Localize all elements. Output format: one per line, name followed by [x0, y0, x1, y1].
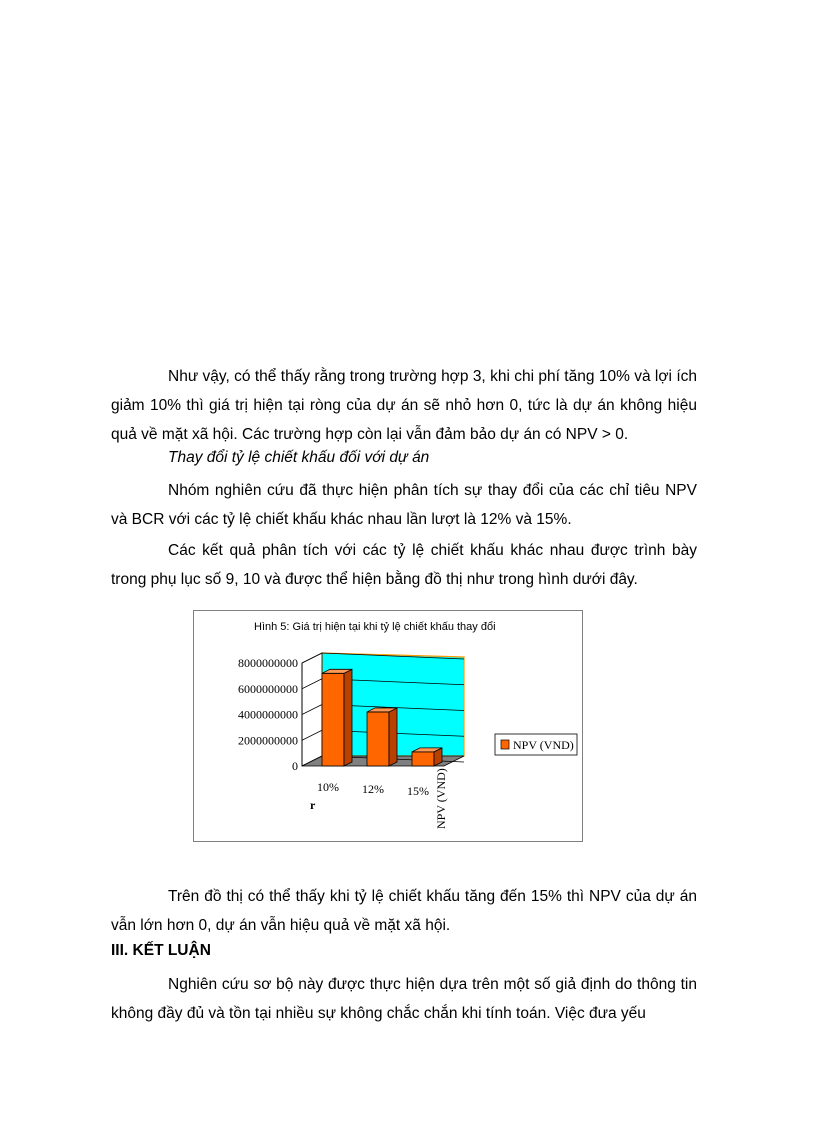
section-heading-conclusion: III. KẾT LUẬN [111, 942, 211, 959]
legend-swatch [501, 740, 509, 749]
bar-side [344, 669, 352, 766]
x-category-label: 12% [362, 782, 384, 796]
paragraph-chart-conclusion [111, 882, 697, 940]
x-category-label: 10% [317, 780, 339, 794]
y-tick-label: 6000000000 [238, 681, 298, 696]
chart-title: Hình 5: Giá trị hiện tại khi tỷ lệ chiết khấu thay đổi [254, 621, 496, 633]
bar-12-percent [367, 708, 397, 766]
npv-chart-frame [193, 610, 583, 842]
depth-axis-label: NPV (VND) [434, 768, 448, 829]
npv-chart [194, 611, 584, 843]
y-tick-label: 2000000000 [238, 733, 298, 748]
bar-side [389, 708, 397, 766]
paragraph-text: Trên đồ thị có thể thấy khi tỷ lệ chiết khấu tăng đến 15% thì NPV của dự án vẫn lớn hơn 0, dự án vẫn hiệu quả về mặt xã hội. [111, 888, 697, 934]
x-category-label: 15% [407, 784, 429, 798]
paragraph-conclusion [111, 970, 697, 1028]
paragraph-text: Nhóm nghiên cứu đã thực hiện phân tích sự thay đổi của các chỉ tiêu NPV và BCR với các tỷ lệ chiết khấu khác nhau lần lượt là 12% và 15%. [111, 482, 697, 528]
paragraph-text: Nghiên cứu sơ bộ này được thực hiện dựa trên một số giả định do thông tin không đầy đủ và tồn tại nhiều sự không chắc chắn khi tính toán. Việc đưa yếu [111, 976, 697, 1022]
bar-front [367, 712, 389, 766]
bar-15-percent [412, 748, 442, 766]
bar-front [412, 752, 434, 766]
paragraph-npv-scenario [111, 362, 697, 449]
legend-label: NPV (VND) [513, 738, 574, 752]
x-axis-label: r [310, 798, 316, 812]
y-tick-label: 0 [292, 759, 298, 773]
y-tick-label: 8000000000 [238, 656, 298, 670]
y-tick-label: 4000000000 [238, 707, 298, 722]
bar-10-percent [322, 669, 352, 766]
subheading-discount-rate: Thay đổi tỷ lệ chiết khấu đối với dự án [168, 449, 430, 466]
paragraph-discount-analysis [111, 476, 697, 534]
paragraph-text: Các kết quả phân tích với các tỷ lệ chiết khấu khác nhau được trình bày trong phụ lục số 9, 10 và được thể hiện bằng đồ thị như trong hình dưới đây. [111, 542, 697, 588]
bar-front [322, 673, 344, 766]
paragraph-text: Như vậy, có thể thấy rằng trong trường hợp 3, khi chi phí tăng 10% và lợi ích giảm 10% thì giá trị hiện tại ròng của dự án sẽ nhỏ hơn 0, tức là dự án không hiệu quả về mặt xã hội. Các trường hợp còn lại vẫn đảm bảo dự án có NPV > 0. [111, 368, 697, 443]
paragraph-results-reference [111, 536, 697, 594]
